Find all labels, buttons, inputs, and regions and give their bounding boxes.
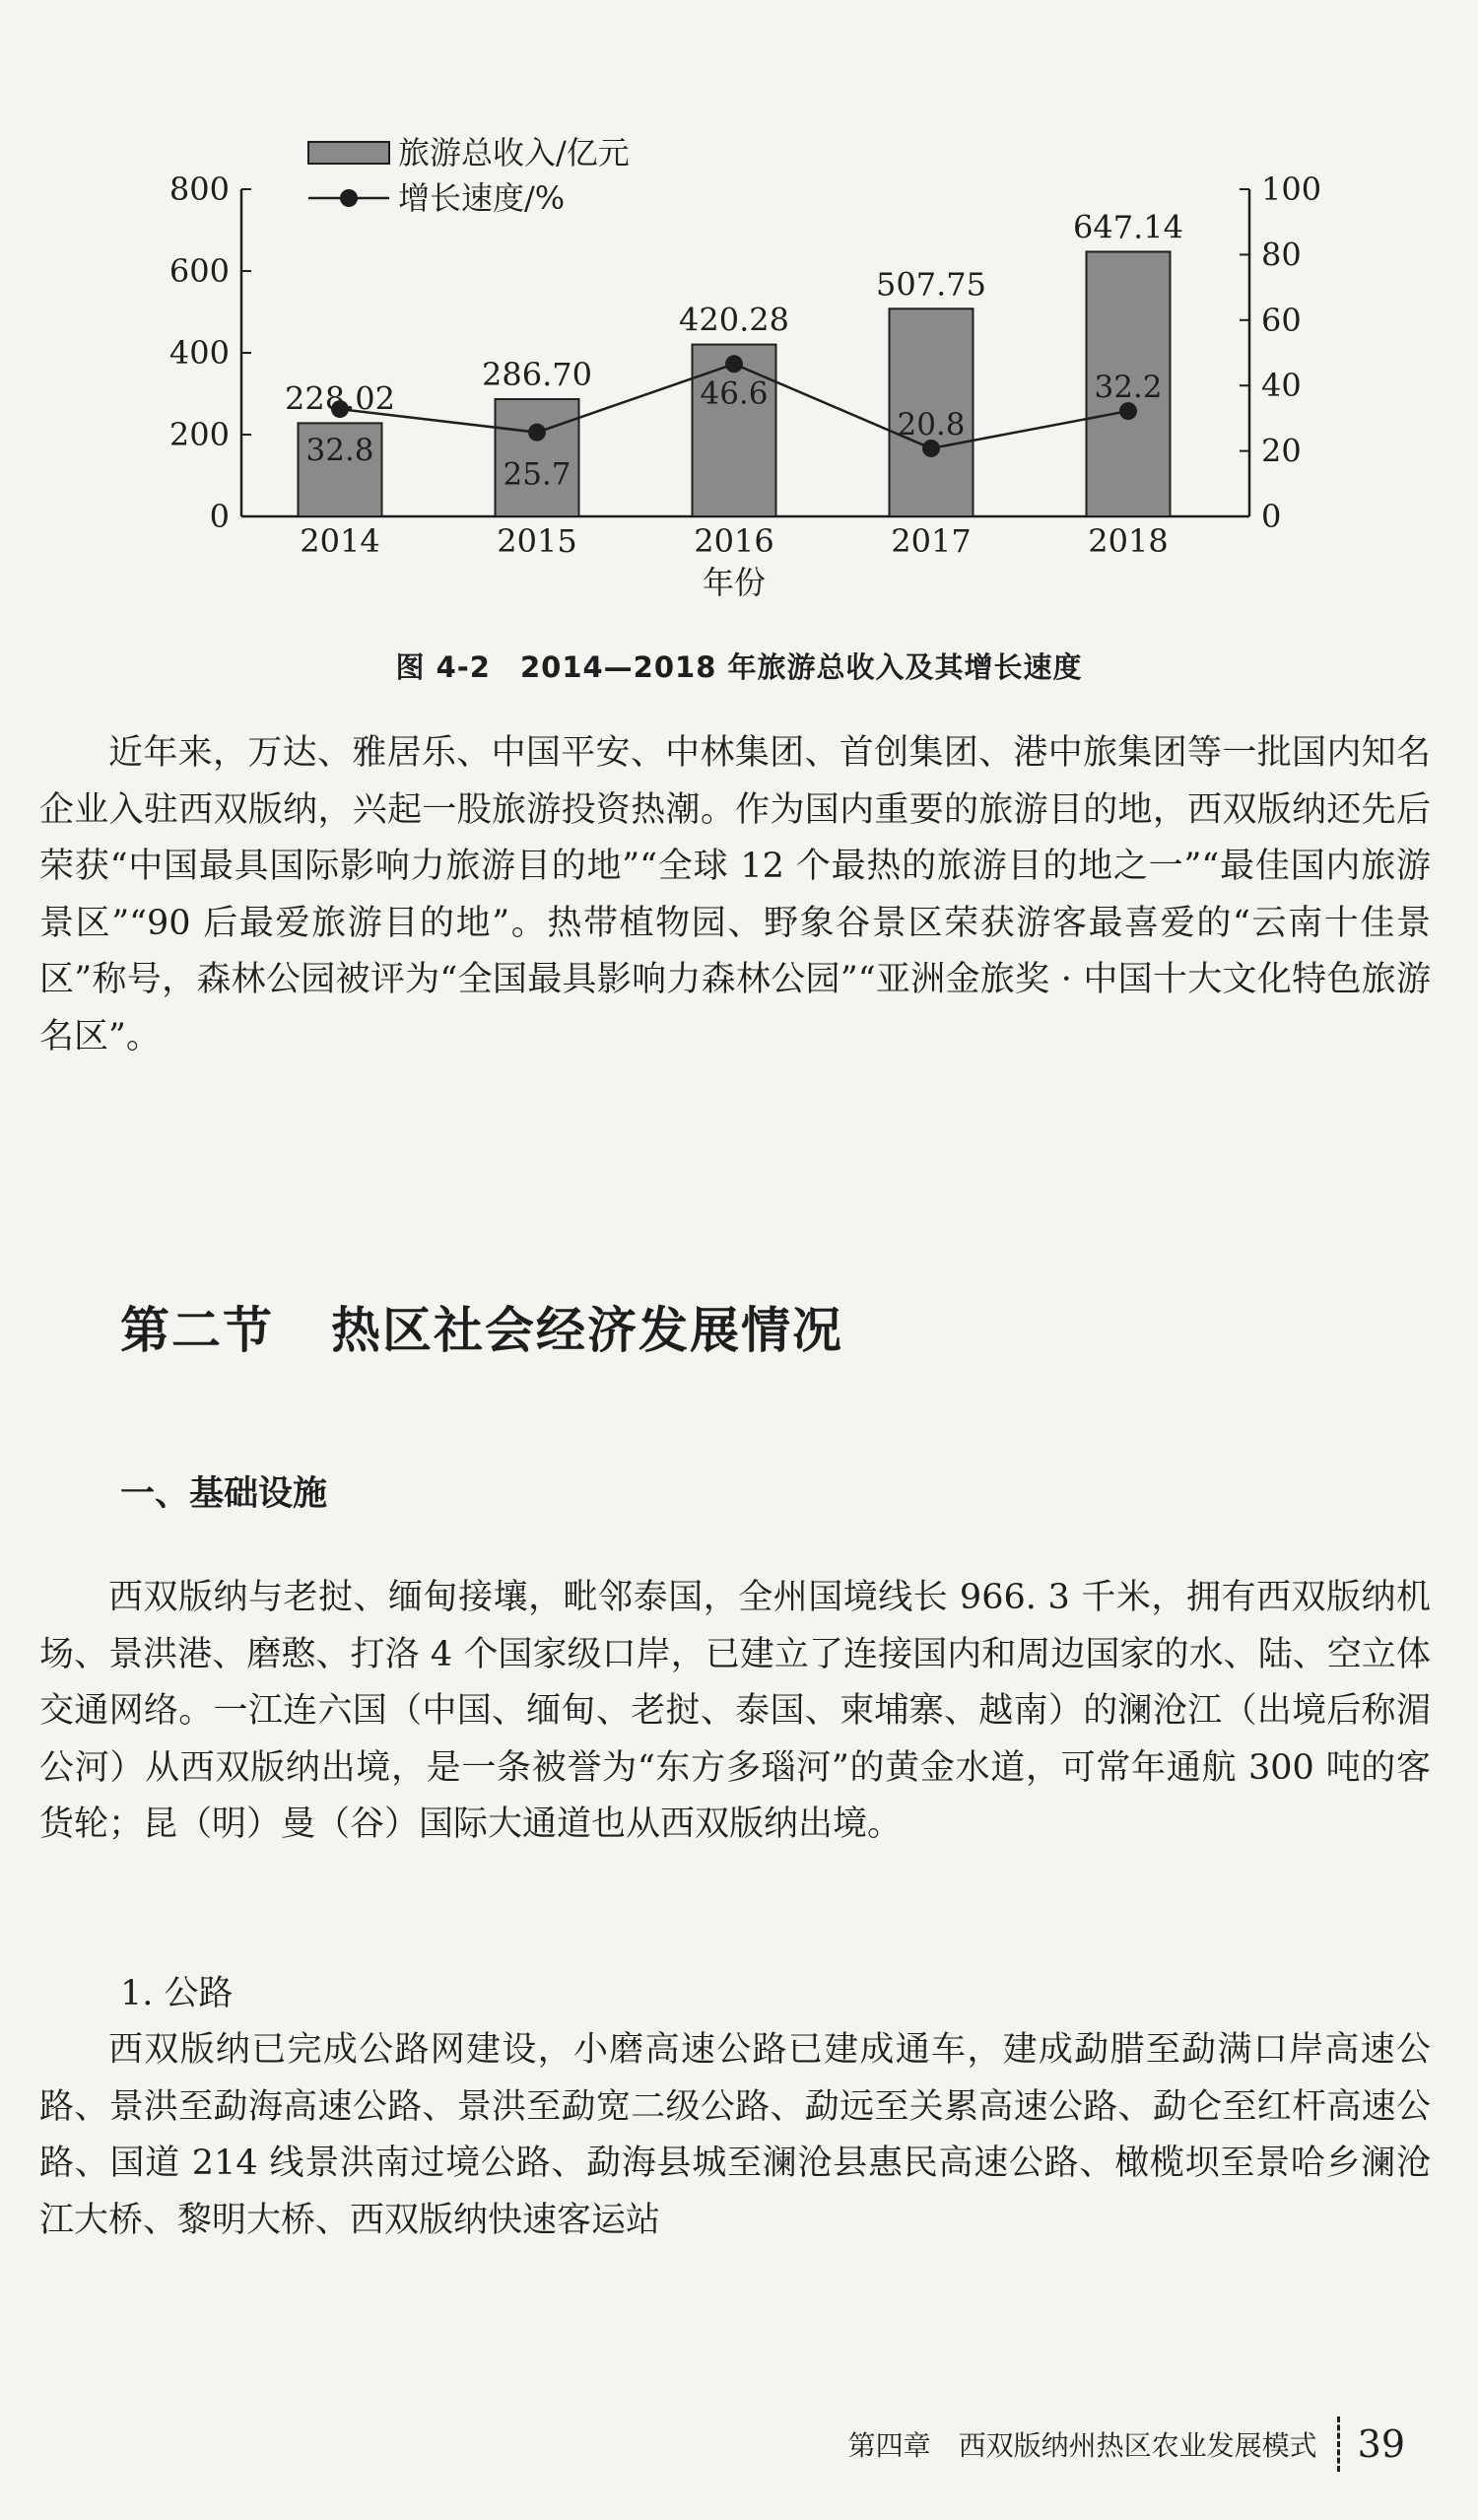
growth-value-label: 20.8 — [897, 406, 966, 443]
right-tick-label: 80 — [1261, 236, 1302, 274]
bar-value-label: 647.14 — [1073, 208, 1183, 246]
legend-bar-swatch — [308, 142, 389, 164]
item-title-highway: 1. 公路 — [120, 1974, 234, 2013]
chart-labels — [285, 208, 1183, 601]
left-tick-label: 200 — [168, 416, 230, 453]
left-tick-label: 400 — [168, 334, 230, 372]
right-tick-label: 20 — [1261, 432, 1302, 470]
tourism-revenue-chart — [0, 0, 1478, 631]
x-axis-title: 年份 — [702, 564, 767, 601]
right-tick-label: 40 — [1261, 367, 1302, 405]
growth-value-label: 32.2 — [1094, 370, 1163, 406]
section-number: 第二节 — [120, 1302, 274, 1359]
growth-value-label: 25.7 — [503, 456, 571, 493]
page-footer — [848, 2417, 1405, 2472]
paragraph-infrastructure: 西双版纳与老挝、缅甸接壤，毗邻泰国，全州国境线长 966. 3 千米，拥有西双版纳机场、景洪港、磨憨、打洛 4 个国家级口岸，已建立了连接国内和周边国家的水、陆、空立体交通网络。一江连六国（中国、缅甸、老挝、泰国、柬埔寨、越南）的澜沧江（出境后称湄公河）从西双版纳出境，是一条被誉为“东方多瑙河”的黄金水道，可常年通航 300 吨的客货轮；昆（明）曼（谷）国际大通道也从西双版纳出境。 — [39, 1578, 1431, 1844]
legend-line-marker — [340, 189, 358, 207]
growth-rate-point — [528, 424, 546, 442]
x-tick-label: 2017 — [891, 522, 972, 560]
bar-value-label: 228.02 — [285, 379, 395, 418]
bar-value-label: 507.75 — [876, 265, 986, 304]
growth-rate-point — [725, 355, 743, 373]
right-tick-label: 100 — [1261, 170, 1322, 208]
right-tick-label: 60 — [1261, 301, 1302, 339]
left-tick-label: 600 — [168, 252, 230, 290]
x-tick-label: 2016 — [694, 522, 774, 560]
legend-bar-label: 旅游总收入/亿元 — [398, 134, 630, 171]
right-tick-label: 0 — [1261, 498, 1282, 535]
x-tick-label: 2018 — [1088, 522, 1169, 560]
paragraph-highway: 西双版纳已完成公路网建设，小磨高速公路已建成通车，建成勐腊至勐满口岸高速公路、景洪至勐海高速公路、景洪至勐宽二级公路、勐远至关累高速公路、勐仑至红杆高速公路、国道 214 线景洪南过境公路、勐海县城至澜沧县惠民高速公路、橄榄坝至景哈乡澜沧江大桥、黎明大桥、西双版纳快速客运站 — [39, 2030, 1431, 2240]
x-tick-label: 2015 — [497, 522, 577, 560]
subsection-title: 一、基础设施 — [120, 1474, 328, 1514]
page-number: 39 — [1357, 2422, 1405, 2466]
section-title — [120, 1291, 843, 1362]
footer-chapter: 第四章 西双版纳州热区农业发展模式 — [847, 2429, 1317, 2462]
bar-value-label: 286.70 — [482, 356, 592, 394]
section-title-text: 热区社会经济发展情况 — [331, 1302, 843, 1359]
footer-separator — [1337, 2417, 1340, 2472]
chart-legend — [308, 134, 630, 217]
legend-line-label: 增长速度/% — [398, 179, 566, 217]
x-tick-label: 2014 — [300, 522, 380, 560]
bar-value-label: 420.28 — [679, 301, 789, 339]
left-tick-label: 800 — [168, 170, 230, 208]
growth-value-label: 32.8 — [305, 433, 374, 469]
left-tick-label: 0 — [209, 498, 230, 535]
figure-caption: 图 4-2 2014—2018 年旅游总收入及其增长速度 — [395, 650, 1083, 684]
paragraph-tourism: 近年来，万达、雅居乐、中国平安、中林集团、首创集团、港中旅集团等一批国内知名企业入驻西双版纳，兴起一股旅游投资热潮。作为国内重要的旅游目的地，西双版纳还先后荣获“中国最具国际影响力旅游目的地”“全球 12 个最热的旅游目的地之一”“最佳国内旅游景区”“90 后最爱旅游目的地”。热带植物园、野象谷景区荣获游客最喜爱的“云南十佳景区”称号，森林公园被评为“全国最具影响力森林公园”“亚洲金旅奖 · 中国十大文化特色旅游名区”。 — [39, 733, 1431, 1056]
growth-value-label: 46.6 — [700, 375, 769, 412]
